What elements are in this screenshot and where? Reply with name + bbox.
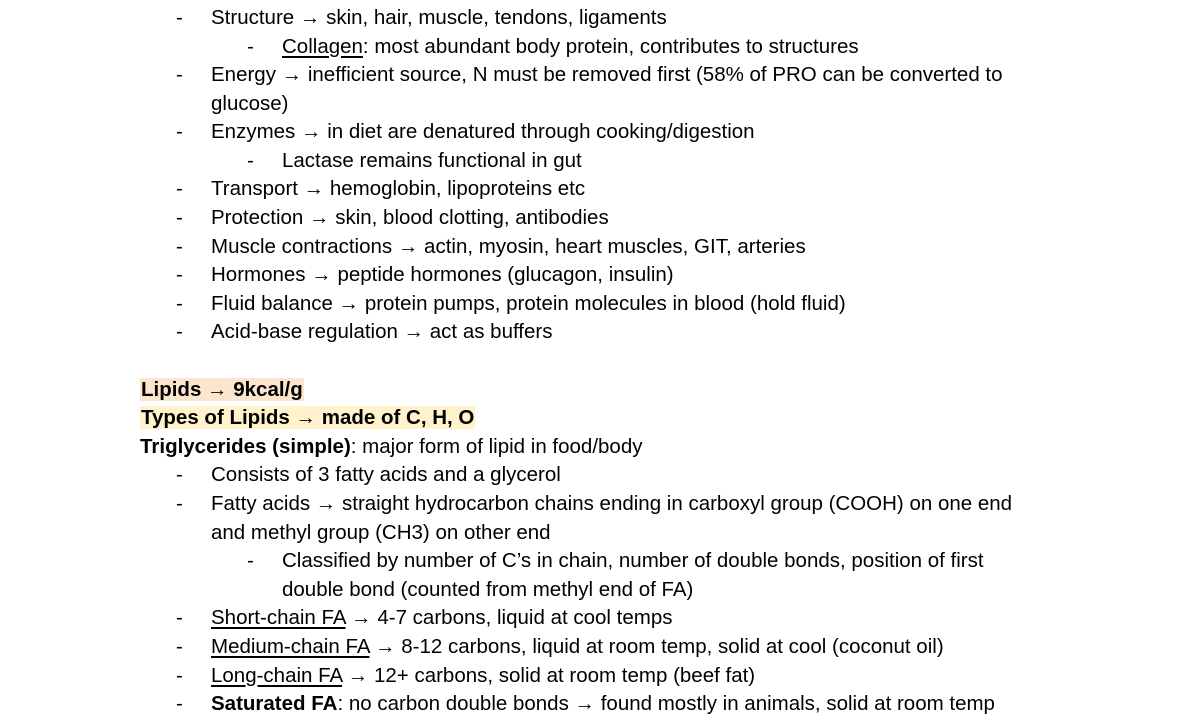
- acid-base-item: Acid-base regulation → act as buffers: [211, 320, 553, 343]
- bullet-dash: -: [176, 120, 183, 143]
- muscle-item: Muscle contractions → actin, myosin, heart muscles, GIT, arteries: [211, 235, 806, 258]
- bullet-dash: -: [247, 549, 254, 572]
- energy-item-line2: glucose): [211, 92, 289, 115]
- bullet-dash: -: [176, 263, 183, 286]
- short-chain-text: → 4-7 carbons, liquid at cool temps: [345, 606, 673, 629]
- collagen-text: : most abundant body protein, contributes to structures: [362, 35, 859, 58]
- bullet-dash: -: [176, 320, 183, 343]
- bullet-dash: -: [176, 664, 183, 687]
- collagen-item: [282, 33, 859, 62]
- short-chain-item: [211, 604, 673, 633]
- classified-item-line2: double bond (counted from methyl end of FA): [282, 578, 694, 601]
- hormones-item: Hormones → peptide hormones (glucagon, insulin): [211, 263, 674, 286]
- triglycerides-text: : major form of lipid in food/body: [350, 435, 643, 458]
- bullet-dash: -: [176, 635, 183, 658]
- medium-chain-label: Medium-chain FA: [211, 635, 370, 658]
- bullet-dash: -: [176, 206, 183, 229]
- medium-chain-item: [211, 633, 944, 662]
- short-chain-label: Short-chain FA: [211, 606, 346, 629]
- fatty-acids-item-line1: Fatty acids → straight hydrocarbon chains ending in carboxyl group (COOH) on one end: [211, 492, 1013, 515]
- long-chain-item: [211, 662, 755, 691]
- saturated-fa-label: Saturated FA: [211, 692, 338, 715]
- bullet-dash: -: [176, 235, 183, 258]
- structure-label: Structure: [211, 6, 295, 29]
- bullet-dash: -: [176, 463, 183, 486]
- fatty-acids-item-line2: and methyl group (CH3) on other end: [211, 521, 551, 544]
- enzymes-item: Enzymes → in diet are denatured through cooking/digestion: [211, 120, 755, 143]
- bullet-dash: -: [176, 63, 183, 86]
- lactase-item: Lactase remains functional in gut: [282, 149, 582, 172]
- lipid-types-heading-text: Types of Lipids → made of C, H, O: [141, 406, 475, 429]
- structure-item: [211, 4, 667, 33]
- fluid-balance-item: Fluid balance → protein pumps, protein molecules in blood (hold fluid): [211, 292, 846, 315]
- triglycerides-definition: [140, 433, 642, 462]
- protection-item: Protection → skin, blood clotting, antibodies: [211, 206, 609, 229]
- bullet-dash: -: [176, 292, 183, 315]
- bullet-dash: -: [176, 492, 183, 515]
- bullet-dash: -: [176, 177, 183, 200]
- energy-item-line1: Energy → inefficient source, N must be removed first (58% of PRO can be converted to: [211, 63, 1003, 86]
- classified-item-line1: Classified by number of C’s in chain, number of double bonds, position of first: [282, 549, 984, 572]
- structure-text: → skin, hair, muscle, tendons, ligaments: [294, 6, 667, 29]
- transport-item: Transport → hemoglobin, lipoproteins etc: [211, 177, 586, 200]
- bullet-dash: -: [176, 606, 183, 629]
- bullet-dash: -: [247, 35, 254, 58]
- lipid-types-heading: [140, 404, 475, 433]
- triglycerides-label: Triglycerides (simple): [140, 435, 351, 458]
- bullet-dash: -: [176, 692, 183, 715]
- bullet-dash: -: [176, 6, 183, 29]
- consists-item: Consists of 3 fatty acids and a glycerol: [211, 463, 561, 486]
- lipids-heading-text: Lipids → 9kcal/g: [141, 378, 303, 401]
- saturated-fa-item: [211, 690, 995, 719]
- collagen-label: Collagen: [282, 35, 363, 58]
- saturated-fa-text: : no carbon double bonds → found mostly in animals, solid at room temp: [337, 692, 995, 715]
- long-chain-text: → 12+ carbons, solid at room temp (beef fat): [342, 664, 756, 687]
- bullet-dash: -: [247, 149, 254, 172]
- long-chain-label: Long-chain FA: [211, 664, 343, 687]
- medium-chain-text: → 8-12 carbons, liquid at room temp, solid at cool (coconut oil): [369, 635, 944, 658]
- lipids-heading: [140, 376, 304, 405]
